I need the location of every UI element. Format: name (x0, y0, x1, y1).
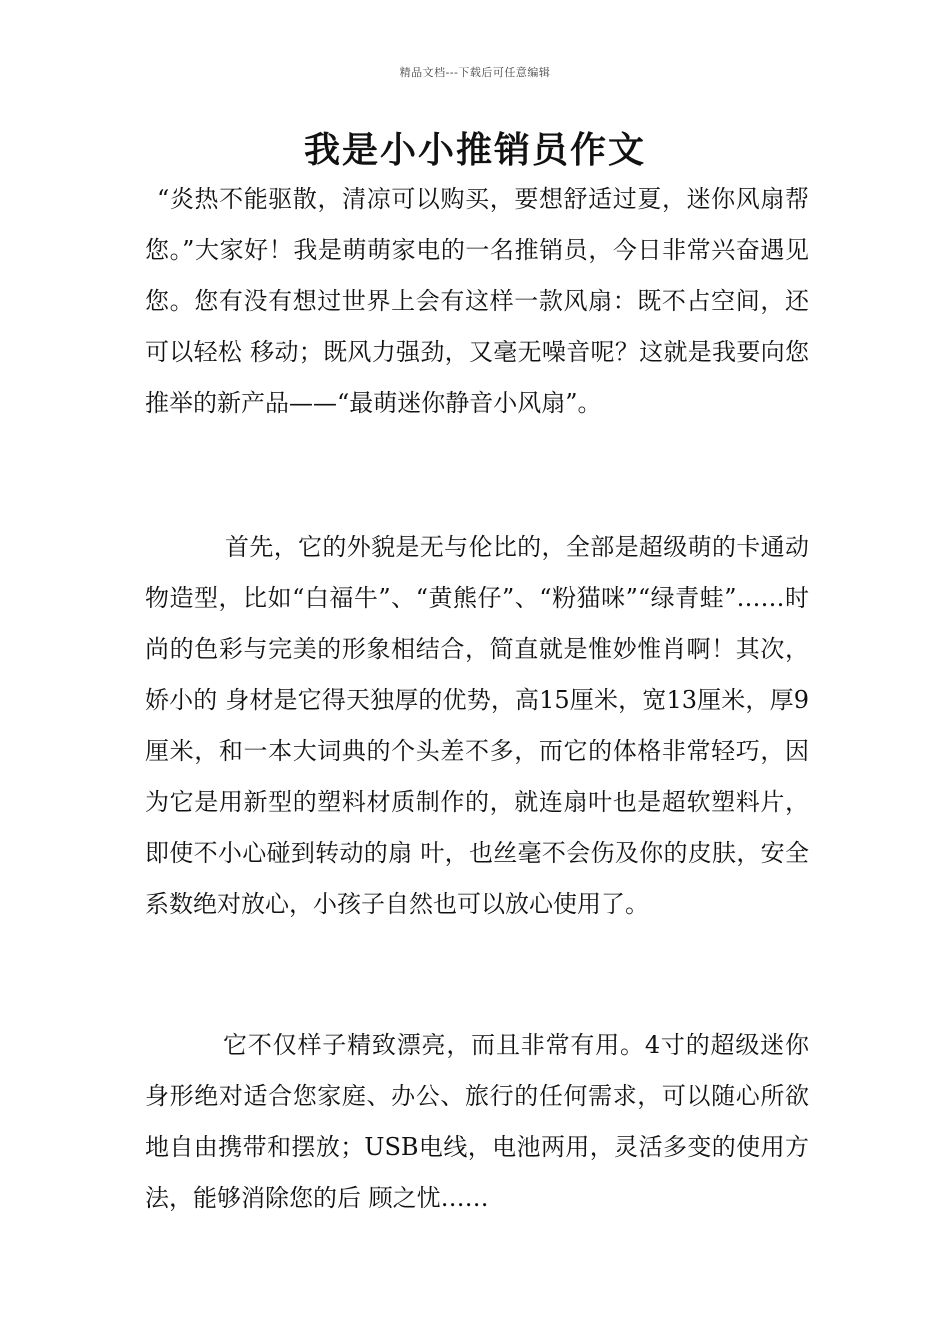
paragraph-usefulness: 它不仅样子精致漂亮，而且非常有用。4寸的超级迷你身形绝对适合您家庭、办公、旅行的任何需求，可以随心所欲地自由携带和摆放；USB电线，电池两用，灵活多变的使用方法，能够消除您的后 顾之忧…… (145, 1031, 809, 1212)
page-header-watermark: 精品文档---下载后可任意编辑 (399, 66, 551, 79)
document-title: 我是小小推销员作文 (303, 130, 646, 171)
paragraph-appearance: 首先，它的外貌是无与伦比的，全部是超级萌的卡通动物造型，比如“白福牛”、“黄熊仔”、“粉猫咪”“绿青蛙”……时尚的色彩与完美的形象相结合，简直就是惟妙惟肖啊！其次，娇小的 身材是它得天独厚的优势，高15厘米，宽13厘米，厚9厘米，和一本大词典的个头差不多，而它的体格非常轻巧，因为它是用新型的塑料材质制作的，就连扇叶也是超软塑料片，即使不小心碰到转动的扇 叶，也丝毫不会伤及你的皮肤，安全系数绝对放心，小孩子自然也可以放心使用了。 (145, 533, 809, 918)
paragraph-intro: “炎热不能驱散，清凉可以购买，要想舒适过夏，迷你风扇帮您。”大家好！我是萌萌家电的一名推销员，今日非常兴奋遇见您。您有没有想过世界上会有这样一款风扇：既不占空间，还可以轻松 移动；既风力强劲，又毫无噪音呢？这就是我要向您推举的新产品——“最萌迷你静音小风扇”。 (145, 185, 809, 417)
